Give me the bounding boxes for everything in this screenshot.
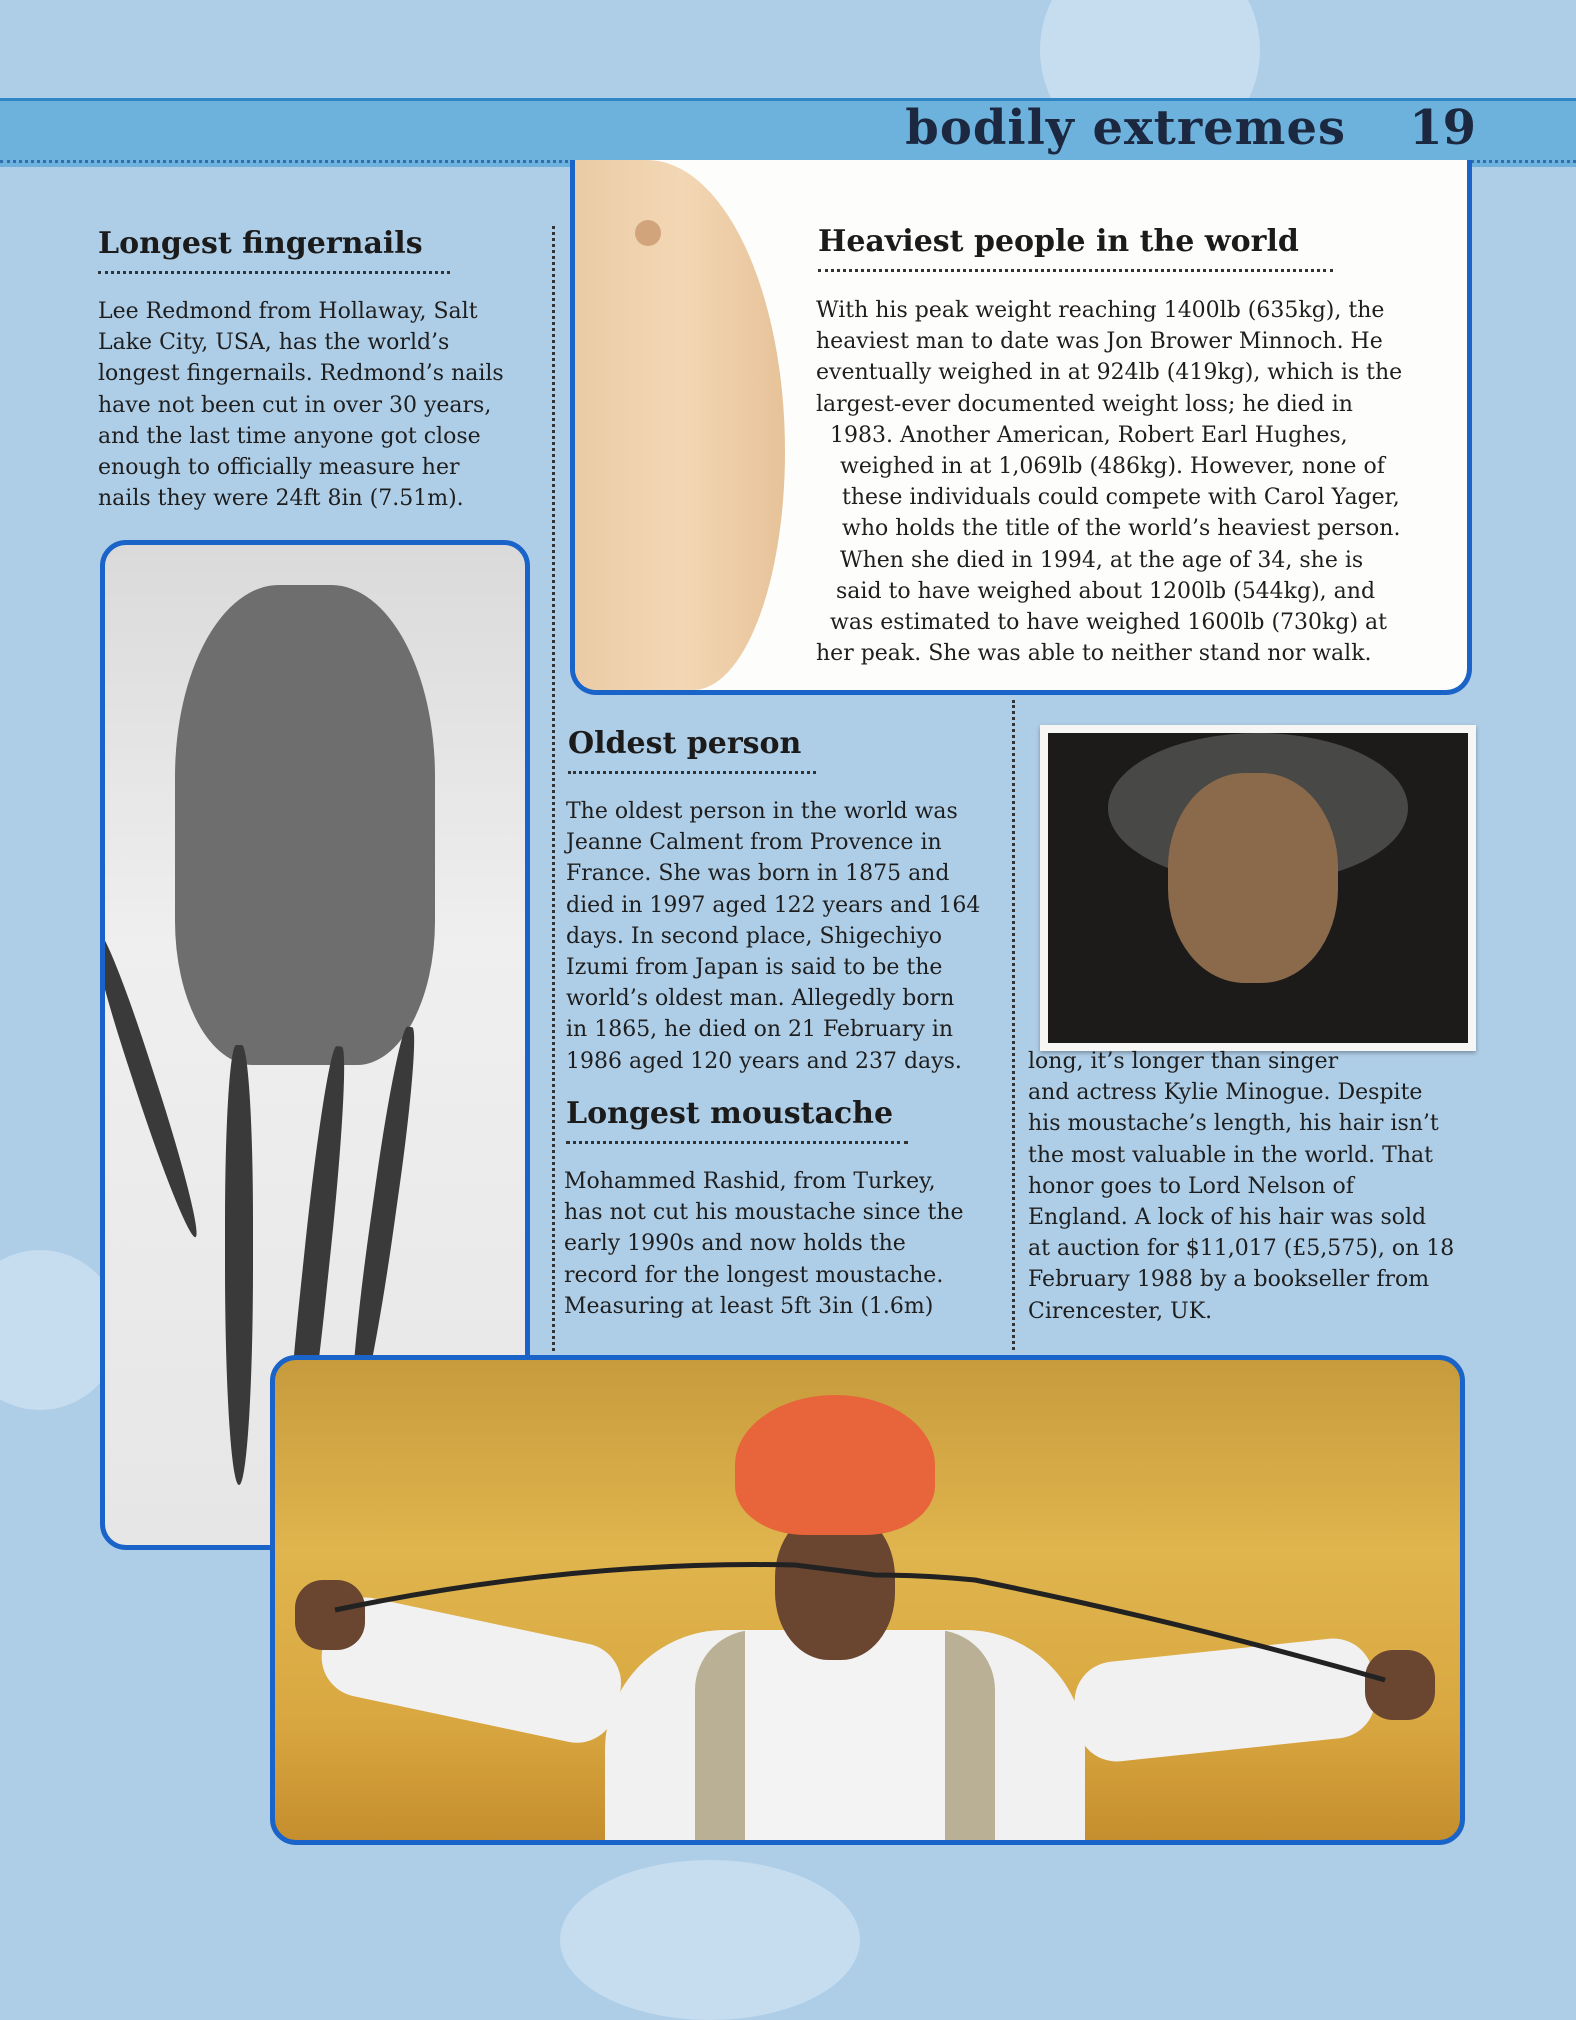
background-shape: [560, 1860, 860, 2020]
text-line: at auction for $11,017 (£5,575), on 18: [1028, 1236, 1455, 1262]
moustache-heading: Longest moustache: [566, 1096, 908, 1144]
text-line: the most valuable in the world. That: [1028, 1142, 1433, 1168]
column-divider: [1012, 700, 1015, 1350]
navel: [635, 220, 661, 246]
text-line: these individuals could compete with Carol Yager,: [842, 485, 1400, 511]
text-line: When she died in 1994, at the age of 34, she is: [840, 547, 1364, 573]
fingernails-text: [98, 296, 538, 514]
moustache-strand: [275, 1360, 1460, 1840]
text-line: France. She was born in 1875 and: [566, 861, 950, 887]
text-line: days. In second place, Shigechiyo: [566, 923, 943, 949]
text-line: early 1990s and now holds the: [564, 1231, 906, 1257]
face-shape: [1168, 773, 1338, 983]
text-line: heaviest man to date was Jon Brower Minnoch. He: [816, 329, 1383, 355]
text-line: Mohammed Rashid, from Turkey,: [564, 1169, 936, 1194]
text-line: nails they were 24ft 8in (7.51m).: [98, 486, 464, 512]
text-line: record for the longest moustache.: [564, 1262, 944, 1288]
page-number: 19: [1409, 100, 1476, 156]
nail-shape: [225, 1045, 253, 1485]
page-title: bodily extremes: [905, 100, 1346, 156]
text-line: and actress Kylie Minogue. Despite: [1028, 1080, 1423, 1106]
text-line: was estimated to have weighed 1600lb (730kg) at: [830, 610, 1387, 636]
text-line: Izumi from Japan is said to be the: [566, 955, 943, 981]
oldest-text: [566, 796, 1006, 1077]
text-line: The oldest person in the world was: [566, 799, 958, 824]
hand-illustration: [175, 585, 435, 1065]
text-line: Lake City, USA, has the world’s: [98, 330, 450, 356]
text-line: Lee Redmond from Hollaway, Salt: [98, 299, 478, 324]
text-line: Jeanne Calment from Provence in: [566, 830, 942, 856]
text-line: 1983. Another American, Robert Earl Hughes,: [830, 422, 1348, 448]
text-line: died in 1997 aged 122 years and 164: [566, 892, 981, 918]
column-divider: [552, 226, 555, 1351]
text-line: long, it’s longer than singer: [1028, 1049, 1339, 1074]
text-line: have not been cut in over 30 years,: [98, 392, 492, 418]
oldest-heading: Oldest person: [568, 726, 816, 774]
text-line: her peak. She was able to neither stand nor walk.: [816, 641, 1372, 667]
text-line: has not cut his moustache since the: [564, 1200, 964, 1226]
text-line: enough to officially measure her: [98, 455, 460, 481]
text-line: who holds the title of the world’s heaviest person.: [842, 516, 1401, 542]
moustache-text: [564, 1166, 1004, 1322]
text-line: largest-ever documented weight loss; he died in: [816, 391, 1353, 417]
text-line: February 1988 by a bookseller from: [1028, 1267, 1430, 1293]
text-line: weighed in at 1,069lb (486kg). However, none of: [840, 454, 1385, 480]
moustache-photo: [270, 1355, 1465, 1845]
text-line: his moustache’s length, his hair isn’t: [1028, 1111, 1439, 1137]
text-line: With his peak weight reaching 1400lb (635kg), the: [816, 298, 1385, 323]
text-line: said to have weighed about 1200lb (544kg), and: [836, 578, 1376, 604]
text-line: in 1865, he died on 21 February in: [566, 1017, 954, 1043]
oldest-person-photo: [1040, 725, 1476, 1051]
text-line: Measuring at least 5ft 3in (1.6m): [564, 1293, 934, 1319]
moustache-text-continued: [1028, 1046, 1468, 1327]
belly-photo: [570, 160, 785, 690]
text-line: longest fingernails. Redmond’s nails: [98, 361, 504, 387]
heaviest-heading: Heaviest people in the world: [818, 224, 1333, 272]
text-line: England. A lock of his hair was sold: [1028, 1205, 1427, 1231]
text-line: Cirencester, UK.: [1028, 1298, 1213, 1324]
text-line: honor goes to Lord Nelson of: [1028, 1173, 1354, 1199]
text-line: world’s oldest man. Allegedly born: [566, 986, 955, 1012]
heaviest-text: [816, 295, 1456, 669]
text-line: 1986 aged 120 years and 237 days.: [566, 1048, 962, 1074]
text-line: and the last time anyone got close: [98, 423, 481, 449]
text-line: eventually weighed in at 924lb (419kg), which is the: [816, 360, 1403, 386]
fingernails-heading: Longest fingernails: [98, 226, 450, 274]
